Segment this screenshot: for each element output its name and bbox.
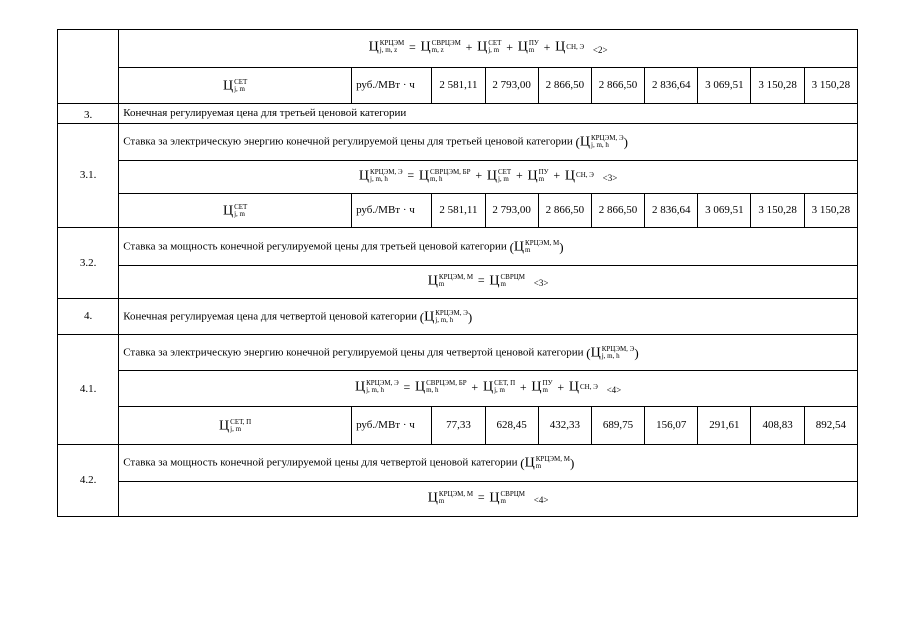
formula-row bbox=[58, 30, 858, 68]
section-row bbox=[58, 335, 858, 371]
value-cell: 2 866,50 bbox=[538, 68, 591, 104]
value-cell: 689,75 bbox=[591, 407, 644, 445]
section-title: Конечная регулируемая цена для третьей ценовой категории bbox=[119, 104, 858, 124]
value-cell: 408,83 bbox=[751, 407, 804, 445]
value-cell: 3 150,28 bbox=[804, 68, 857, 104]
section-number: 3.2. bbox=[58, 228, 119, 299]
value-cell: 3 069,51 bbox=[698, 68, 751, 104]
formula-3: Ц КРЦЭМ, Э j, m, h = Ц СВРЦЭМ, БР m, h + Ц СЕТ j, m + Ц ПУ m + Ц СН, Э $_{<3>}$ bbox=[119, 161, 858, 194]
value-cell: 2 793,00 bbox=[485, 68, 538, 104]
section-row bbox=[58, 124, 858, 161]
value-cell: 892,54 bbox=[804, 407, 857, 445]
value-cell: 2 793,00 bbox=[485, 194, 538, 228]
value-cell: 3 150,28 bbox=[751, 194, 804, 228]
section-title: Конечная регулируемая цена для четвертой ценовой категории (Ц КРЦЭМ, Э j, m, h ) bbox=[119, 299, 858, 335]
value-cell: 628,45 bbox=[485, 407, 538, 445]
formula-row bbox=[58, 266, 858, 299]
formula-2: Ц КРЦЭМ j, m, z = Ц СВРЦЭМ m, z + Ц СЕТ j, m + Ц ПУ m + Ц СН, Э $_{<2>}$ bbox=[119, 30, 858, 68]
formula-4m: Ц КРЦЭМ, М m = Ц СВРЦМ m $_{<4>}$ bbox=[119, 482, 858, 517]
formula-row bbox=[58, 482, 858, 517]
value-cell: 2 581,11 bbox=[432, 68, 485, 104]
symbol-cell: Ц СЕТ j, m bbox=[119, 68, 352, 104]
unit-cell: руб./МВт · ч bbox=[352, 194, 432, 228]
section-number: 4. bbox=[58, 299, 119, 335]
unit-cell: руб./МВт · ч bbox=[352, 407, 432, 445]
value-cell: 3 069,51 bbox=[698, 194, 751, 228]
section-number: 3.1. bbox=[58, 124, 119, 228]
section-number: 4.1. bbox=[58, 335, 119, 445]
section-title: Ставка за электрическую энергию конечной регулируемой цены для четвертой ценовой категории (Ц КРЦЭМ, Э j, m, h ) bbox=[119, 335, 858, 371]
section-number: 3. bbox=[58, 104, 119, 124]
section-row bbox=[58, 104, 858, 124]
formula-4: Ц КРЦЭМ, Э j, m, h = Ц СВРЦЭМ, БР m, h + Ц СЕТ, П j, m + Ц ПУ m + Ц СН, Э $_{<4>}$ bbox=[119, 371, 858, 407]
value-cell: 2 581,11 bbox=[432, 194, 485, 228]
value-row bbox=[58, 68, 858, 104]
value-row bbox=[58, 194, 858, 228]
number-cell-empty bbox=[58, 30, 119, 104]
formula-row bbox=[58, 161, 858, 194]
section-title: Ставка за электрическую энергию конечной регулируемой цены для третьей ценовой категории (Ц КРЦЭМ, Э j, m, h ) bbox=[119, 124, 858, 161]
section-title: Ставка за мощность конечной регулируемой цены для третьей ценовой категории (Ц КРЦЭМ, М m ) bbox=[119, 228, 858, 266]
symbol-cell: Ц СЕТ j, m bbox=[119, 194, 352, 228]
value-cell: 2 866,50 bbox=[591, 194, 644, 228]
value-cell: 2 836,64 bbox=[645, 68, 698, 104]
symbol-cell: Ц СЕТ, П j, m bbox=[119, 407, 352, 445]
value-cell: 2 836,64 bbox=[645, 194, 698, 228]
value-cell: 432,33 bbox=[538, 407, 591, 445]
formula-row bbox=[58, 371, 858, 407]
formula-3m: Ц КРЦЭМ, М m = Ц СВРЦМ m $_{<3>}$ bbox=[119, 266, 858, 299]
section-row bbox=[58, 299, 858, 335]
unit-cell: руб./МВт · ч bbox=[352, 68, 432, 104]
section-row bbox=[58, 445, 858, 482]
value-cell: 3 150,28 bbox=[804, 194, 857, 228]
value-cell: 77,33 bbox=[432, 407, 485, 445]
section-row bbox=[58, 228, 858, 266]
value-cell: 2 866,50 bbox=[591, 68, 644, 104]
tariff-table bbox=[57, 29, 858, 517]
section-title: Ставка за мощность конечной регулируемой цены для четвертой ценовой категории (Ц КРЦЭМ, М m ) bbox=[119, 445, 858, 482]
section-number: 4.2. bbox=[58, 445, 119, 517]
value-cell: 156,07 bbox=[645, 407, 698, 445]
value-row bbox=[58, 407, 858, 445]
value-cell: 3 150,28 bbox=[751, 68, 804, 104]
value-cell: 291,61 bbox=[698, 407, 751, 445]
value-cell: 2 866,50 bbox=[538, 194, 591, 228]
